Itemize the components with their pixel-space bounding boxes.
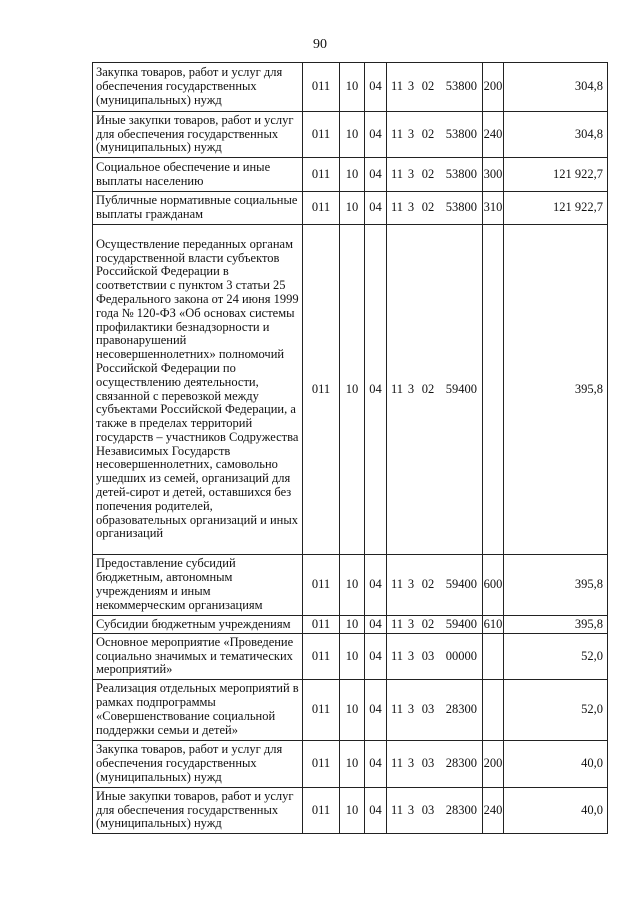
subsection-code: 04 <box>365 225 387 555</box>
page-number: 90 <box>313 37 327 52</box>
target-article-code: 11 3 02 59400 <box>387 225 483 555</box>
ministry-code: 011 <box>303 192 340 225</box>
ministry-code: 011 <box>303 112 340 158</box>
amount: 395,8 <box>504 616 608 634</box>
amount: 304,8 <box>504 63 608 112</box>
subsection-code: 04 <box>365 616 387 634</box>
table-row <box>93 112 608 158</box>
section-code: 10 <box>340 616 365 634</box>
section-code: 10 <box>340 788 365 834</box>
target-article-code: 11 3 03 28300 <box>387 788 483 834</box>
target-article-code: 11 3 02 59400 <box>387 616 483 634</box>
amount: 40,0 <box>504 788 608 834</box>
target-article-code: 11 3 03 28300 <box>387 680 483 741</box>
table-row <box>93 741 608 788</box>
row-name: Социальное обеспечение и иные выплаты населению <box>93 158 303 192</box>
section-code: 10 <box>340 158 365 192</box>
target-article-code: 11 3 02 53800 <box>387 192 483 225</box>
subsection-code: 04 <box>365 112 387 158</box>
target-article-code: 11 3 02 53800 <box>387 158 483 192</box>
ministry-code: 011 <box>303 555 340 616</box>
table-row <box>93 225 608 555</box>
expense-type-code: 300 <box>483 158 504 192</box>
amount: 52,0 <box>504 680 608 741</box>
table-row <box>93 192 608 225</box>
row-name: Предоставление субсидий бюджетным, автономным учреждениям и иным некоммерческим организациям <box>93 555 303 616</box>
expense-type-code: 310 <box>483 192 504 225</box>
subsection-code: 04 <box>365 741 387 788</box>
expense-type-code <box>483 634 504 680</box>
subsection-code: 04 <box>365 634 387 680</box>
section-code: 10 <box>340 741 365 788</box>
subsection-code: 04 <box>365 788 387 834</box>
target-article-code: 11 3 02 53800 <box>387 112 483 158</box>
expense-type-code: 200 <box>483 741 504 788</box>
target-article-code: 11 3 03 28300 <box>387 741 483 788</box>
row-name: Субсидии бюджетным учреждениям <box>93 616 303 634</box>
table-row <box>93 616 608 634</box>
amount: 304,8 <box>504 112 608 158</box>
expense-type-code: 600 <box>483 555 504 616</box>
amount: 121 922,7 <box>504 158 608 192</box>
table-row <box>93 158 608 192</box>
row-name: Иные закупки товаров, работ и услуг для обеспечения государственных (муниципальных) нужд <box>93 788 303 834</box>
expense-type-code: 200 <box>483 63 504 112</box>
row-name: Публичные нормативные социальные выплаты гражданам <box>93 192 303 225</box>
table-row <box>93 63 608 112</box>
ministry-code: 011 <box>303 616 340 634</box>
subsection-code: 04 <box>365 680 387 741</box>
row-name: Иные закупки товаров, работ и услуг для обеспечения государственных (муниципальных) нужд <box>93 112 303 158</box>
target-article-code: 11 3 02 53800 <box>387 63 483 112</box>
amount: 395,8 <box>504 555 608 616</box>
row-name: Закупка товаров, работ и услуг для обеспечения государственных (муниципальных) нужд <box>93 741 303 788</box>
amount: 395,8 <box>504 225 608 555</box>
ministry-code: 011 <box>303 225 340 555</box>
ministry-code: 011 <box>303 741 340 788</box>
table-row <box>93 555 608 616</box>
expense-type-code <box>483 680 504 741</box>
section-code: 10 <box>340 112 365 158</box>
expense-type-code: 240 <box>483 788 504 834</box>
ministry-code: 011 <box>303 63 340 112</box>
ministry-code: 011 <box>303 788 340 834</box>
row-name: Реализация отдельных мероприятий в рамках подпрограммы «Совершенствование социальной поддержки семьи и детей» <box>93 680 303 741</box>
subsection-code: 04 <box>365 192 387 225</box>
ministry-code: 011 <box>303 634 340 680</box>
subsection-code: 04 <box>365 63 387 112</box>
amount: 52,0 <box>504 634 608 680</box>
table-row <box>93 680 608 741</box>
expense-type-code: 610 <box>483 616 504 634</box>
ministry-code: 011 <box>303 158 340 192</box>
budget-table <box>92 62 608 834</box>
subsection-code: 04 <box>365 158 387 192</box>
row-name: Осуществление переданных органам государственной власти субъектов Российской Федерации в соответствии с пунктом 3 статьи 25 Федерального закона от 24 июня 1999 года № 120-ФЗ «Об основах системы профилактики безнадзорности и правонарушений несовершеннолетних» полномочий Российской Федерации по осуществлению деятельности, связанной с перевозкой между субъектами Российской Федерации, а также в пределах территорий государств – участников Содружества Независимых Государств несовершеннолетних, самовольно ушедших из семей, организаций для детей-сирот и детей, оставшихся без попечения родителей, образовательных организаций и иных организаций <box>93 225 303 555</box>
subsection-code: 04 <box>365 555 387 616</box>
row-name: Закупка товаров, работ и услуг для обеспечения государственных (муниципальных) нужд <box>93 63 303 112</box>
amount: 121 922,7 <box>504 192 608 225</box>
table-row <box>93 788 608 834</box>
target-article-code: 11 3 02 59400 <box>387 555 483 616</box>
section-code: 10 <box>340 680 365 741</box>
expense-type-code <box>483 225 504 555</box>
section-code: 10 <box>340 634 365 680</box>
expense-type-code: 240 <box>483 112 504 158</box>
table-row <box>93 634 608 680</box>
row-name: Основное мероприятие «Проведение социально значимых и тематических мероприятий» <box>93 634 303 680</box>
section-code: 10 <box>340 555 365 616</box>
amount: 40,0 <box>504 741 608 788</box>
ministry-code: 011 <box>303 680 340 741</box>
section-code: 10 <box>340 192 365 225</box>
section-code: 10 <box>340 225 365 555</box>
section-code: 10 <box>340 63 365 112</box>
target-article-code: 11 3 03 00000 <box>387 634 483 680</box>
